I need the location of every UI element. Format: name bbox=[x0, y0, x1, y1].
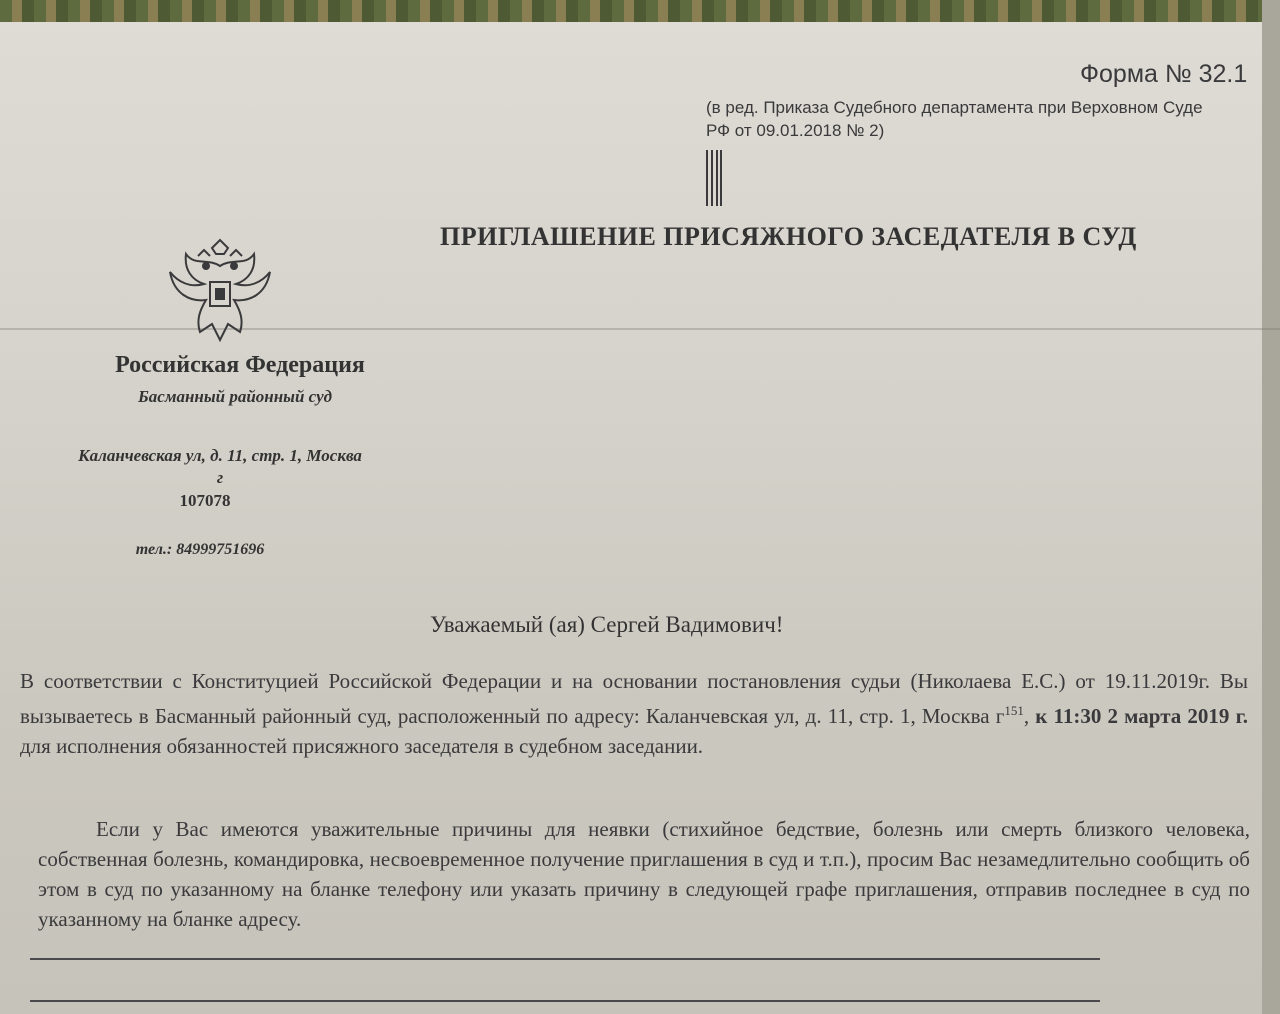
form-number: Форма № 32.1 bbox=[1080, 60, 1248, 88]
greeting: Уважаемый (ая) Сергей Вадимович! bbox=[430, 612, 784, 637]
postcode: 107078 bbox=[179, 491, 231, 510]
reason-blank-line-1 bbox=[30, 958, 1100, 960]
summons-paragraph bbox=[20, 666, 1248, 761]
court-phone: тел.: 84999751696 bbox=[135, 541, 265, 558]
summons-text-after: для исполнения обязанностей присяжного заседателя в судебном заседании. bbox=[20, 734, 704, 758]
reason-blank-line-2 bbox=[30, 1000, 1100, 1002]
address-line-1: Каланчевская ул, д. 11, стр. 1, Москва bbox=[78, 446, 362, 465]
document-title: ПРИГЛАШЕНИЕ ПРИСЯЖНОГО ЗАСЕДАТЕЛЯ В СУД bbox=[440, 222, 1137, 251]
country-name: Российская Федерация bbox=[115, 352, 365, 378]
background-fabric bbox=[0, 0, 1280, 22]
edition-note: (в ред. Приказа Судебного департамента при Верховном Суде РФ от 09.01.2018 № 2) bbox=[706, 98, 1203, 140]
summons-text-before: В соответствии с Конституцией Российской Федерации и на основании постановления судьи (Николаева Е.С.) от 19.11.2019г. Вы вызываетесь в Басманный районный суд, расположенный по адресу: Каланчевская ул, д. 11, стр. 1, Москва г bbox=[20, 669, 1248, 728]
sender-block bbox=[30, 352, 410, 559]
comma: , bbox=[1023, 704, 1030, 728]
court-address bbox=[30, 445, 410, 489]
russian-coat-of-arms-icon bbox=[160, 236, 280, 348]
appearance-date-time: к 11:30 2 марта 2019 г. bbox=[1035, 704, 1248, 728]
sheet-edge bbox=[1262, 0, 1280, 1014]
court-name: Басманный районный суд bbox=[137, 387, 333, 406]
address-superscript: 151 bbox=[1004, 703, 1024, 718]
absence-instructions-paragraph: Если у Вас имеются уважительные причины для неявки (стихийное бедствие, болезнь или смерть близкого человека, собственная болезнь, командировка, несвоевременное получение приглашения в суд и т.п.), просим Вас незамедлительно сообщить об этом в суд по указанному на бланке телефону или указать причину в следующей графе приглашения, отправив последнее в суд по указанному на бланке адресу. bbox=[38, 817, 1250, 931]
address-line-2: г bbox=[216, 468, 224, 487]
